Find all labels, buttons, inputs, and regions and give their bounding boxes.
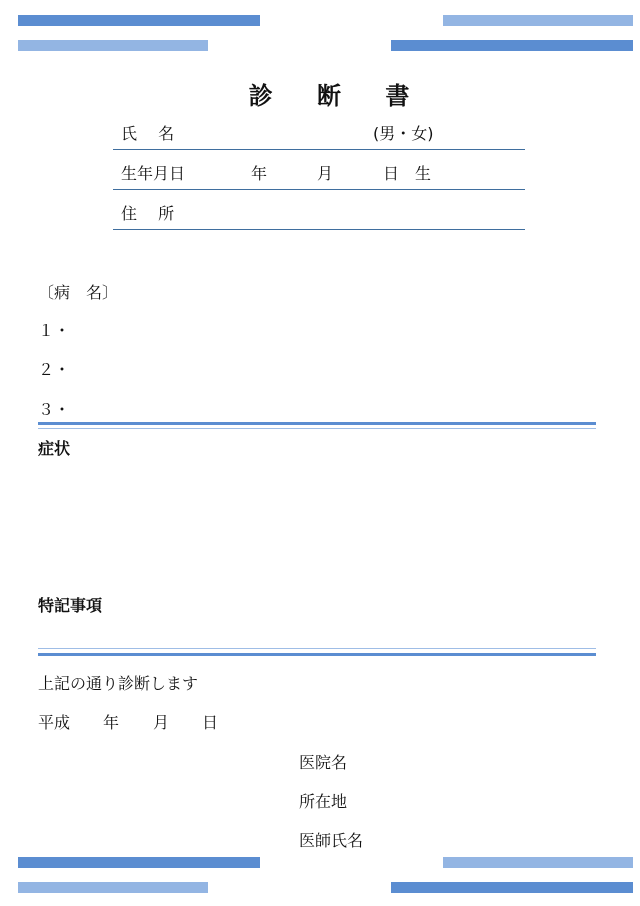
disease-item-3: ３・ [38, 400, 71, 419]
notes-heading: 特記事項 [38, 596, 103, 615]
address-label: 住 所 [121, 204, 175, 223]
footer-bar-left-bottom [18, 882, 208, 893]
birthdate-row [113, 150, 525, 190]
name-row [113, 110, 525, 150]
footer-bar-right-bottom [391, 882, 633, 893]
footer-bar-left-top [18, 857, 260, 868]
disease-item-1: １・ [38, 321, 71, 340]
name-label: 氏 名 [121, 124, 175, 143]
address-row [113, 190, 525, 230]
doctor-name-label: 医師氏名 [299, 831, 364, 850]
birth-suffix-label: 生 [415, 164, 432, 183]
header-bar-left-top [18, 15, 260, 26]
section-divider-2 [38, 648, 596, 656]
disease-heading: 〔病 名〕 [38, 283, 119, 302]
patient-info-table [113, 110, 525, 230]
location-label: 所在地 [299, 792, 348, 811]
clinic-name-label: 医院名 [299, 753, 348, 772]
symptoms-heading: 症状 [38, 439, 71, 458]
section-divider-1 [38, 422, 596, 429]
diagnosis-statement: 上記の通り診断します [38, 674, 199, 693]
footer-bar-right-top [443, 857, 633, 868]
birth-year-label: 年 [251, 164, 268, 183]
header-bar-right-top [443, 15, 633, 26]
header-bar-left-bottom [18, 40, 208, 51]
document-title: 診 断 書 [248, 82, 428, 110]
birth-month-label: 月 [317, 164, 334, 183]
date-month: 月 [153, 713, 170, 732]
birthdate-label: 生年月日 [121, 164, 186, 183]
sex-label: (男・女) [373, 124, 434, 143]
disease-item-2: ２・ [38, 360, 71, 379]
date-era: 平成 [38, 713, 71, 732]
birth-day-label: 日 [383, 164, 400, 183]
header-bar-right-bottom [391, 40, 633, 51]
date-year: 年 [103, 713, 120, 732]
date-day: 日 [202, 713, 219, 732]
